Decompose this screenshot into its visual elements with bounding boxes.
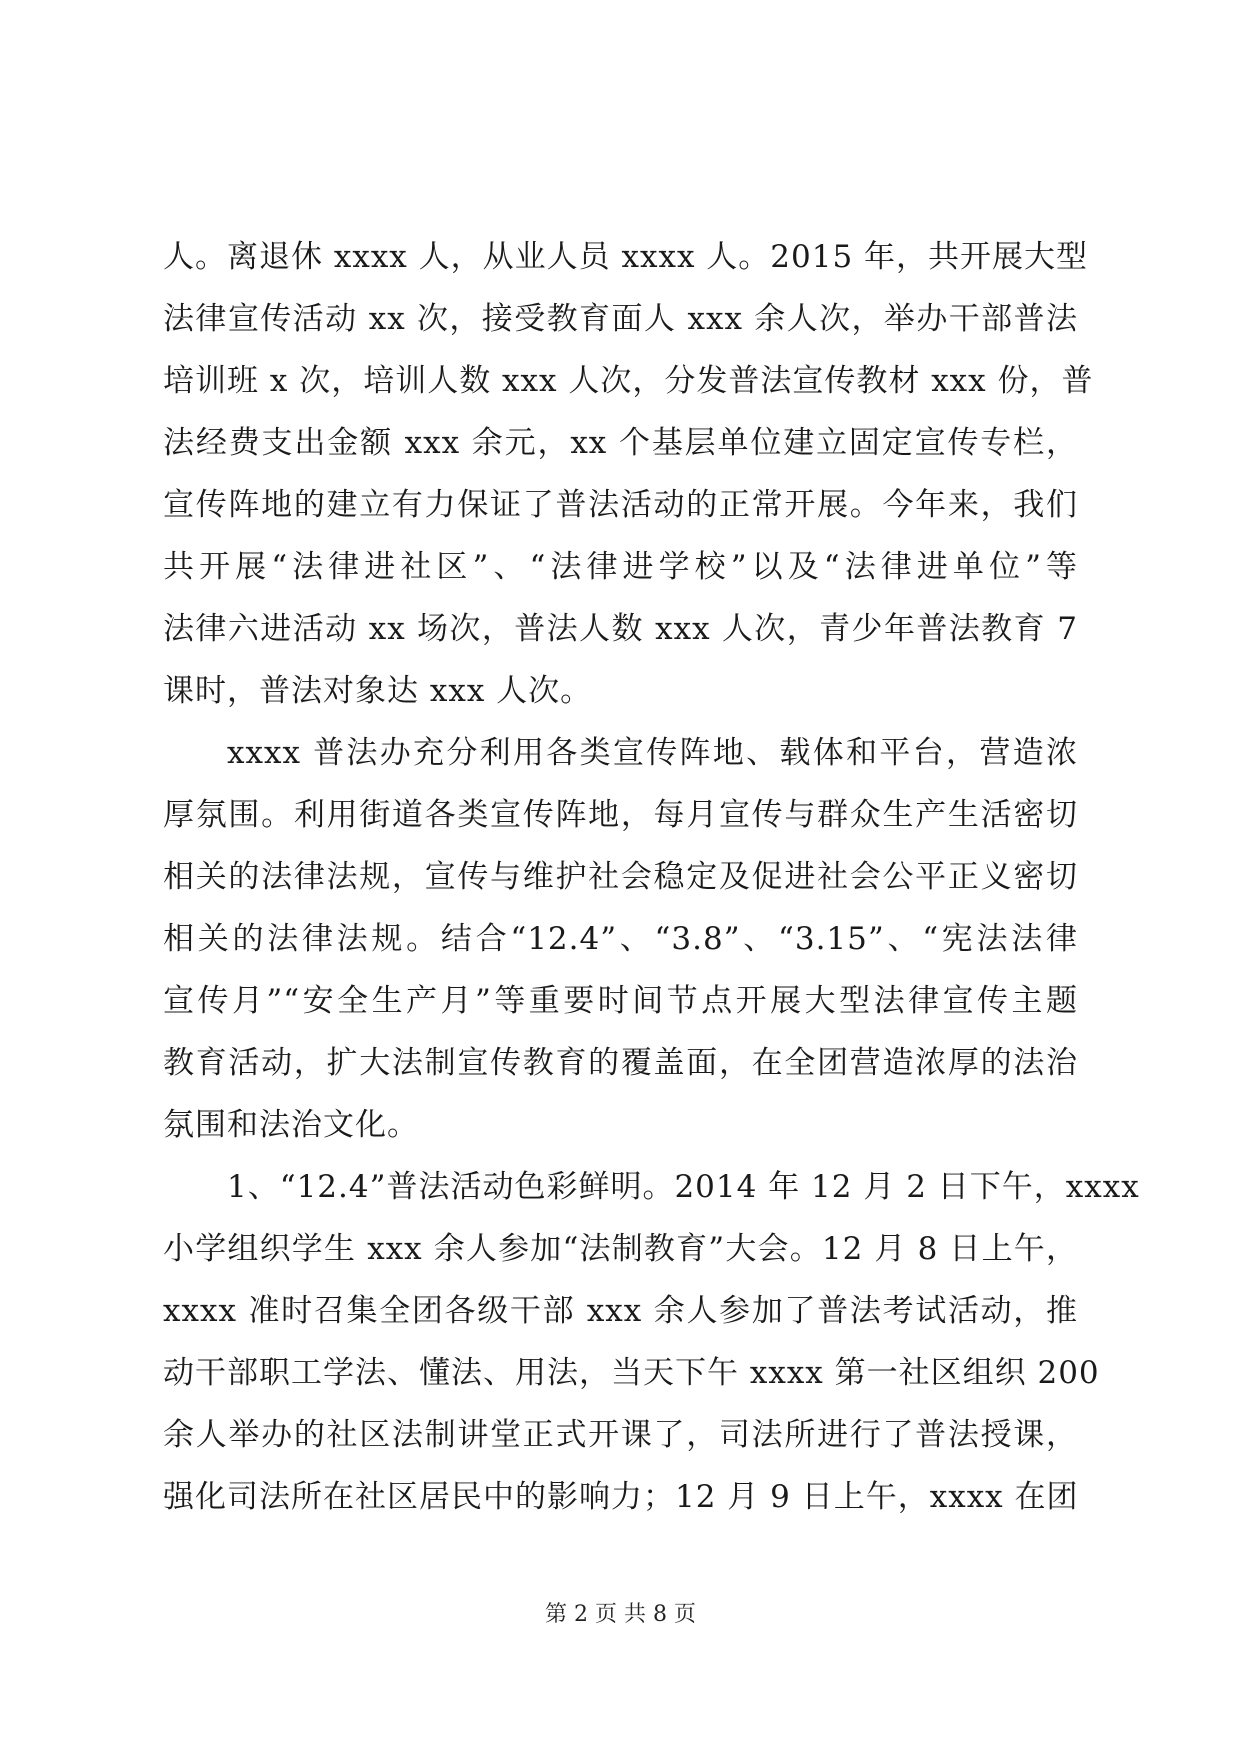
- text-line: 法经费支出金额 xxx 余元，xx 个基层单位建立固定宣传专栏，: [163, 425, 1078, 461]
- text-line: 共开展“法律进社区”、“法律进学校”以及“法律进单位”等: [163, 549, 1078, 585]
- text-line: xxxx 准时召集全团各级干部 xxx 余人参加了普法考试活动，推: [163, 1293, 1078, 1329]
- text-line: 法律六进活动 xx 场次，普法人数 xxx 人次，青少年普法教育 7: [163, 611, 1078, 647]
- text-line: 宣传阵地的建立有力保证了普法活动的正常开展。今年来，我们: [163, 487, 1078, 523]
- page-number-footer: 第 2 页 共 8 页: [545, 1602, 696, 1627]
- text-line: 教育活动，扩大法制宣传教育的覆盖面，在全团营造浓厚的法治: [163, 1045, 1078, 1081]
- paragraph-start-line: 1、“12.4”普法活动色彩鲜明。2014 年 12 月 2 日下午，xxxx: [227, 1169, 1140, 1205]
- text-line: 动干部职工学法、懂法、用法，当天下午 xxxx 第一社区组织 200: [163, 1355, 1100, 1391]
- text-line: 小学组织学生 xxx 余人参加“法制教育”大会。12 月 8 日上午，: [163, 1231, 1078, 1267]
- text-line: 余人举办的社区法制讲堂正式开课了，司法所进行了普法授课，: [163, 1417, 1078, 1453]
- text-line: 厚氛围。利用街道各类宣传阵地，每月宣传与群众生产生活密切: [163, 797, 1078, 833]
- text-line: 强化司法所在社区居民中的影响力；12 月 9 日上午，xxxx 在团: [163, 1479, 1079, 1515]
- text-line: 宣传月”“安全生产月”等重要时间节点开展大型法律宣传主题: [163, 983, 1078, 1019]
- text-line: 氛围和法治文化。: [163, 1107, 419, 1143]
- paragraph-start-line: xxxx 普法办充分利用各类宣传阵地、载体和平台，营造浓: [227, 735, 1078, 771]
- text-line: 相关的法律法规，宣传与维护社会稳定及促进社会公平正义密切: [163, 859, 1078, 895]
- text-line: 人。离退休 xxxx 人，从业人员 xxxx 人。2015 年，共开展大型: [163, 239, 1089, 275]
- text-line: 课时，普法对象达 xxx 人次。: [163, 673, 593, 709]
- text-line: 相关的法律法规。结合“12.4”、“3.8”、“3.15”、“宪法法律: [163, 921, 1078, 957]
- text-line: 培训班 x 次，培训人数 xxx 人次，分发普法宣传教材 xxx 份，普: [163, 363, 1094, 399]
- text-line: 法律宣传活动 xx 次，接受教育面人 xxx 余人次，举办干部普法: [163, 301, 1078, 337]
- document-body: [163, 226, 1140, 1528]
